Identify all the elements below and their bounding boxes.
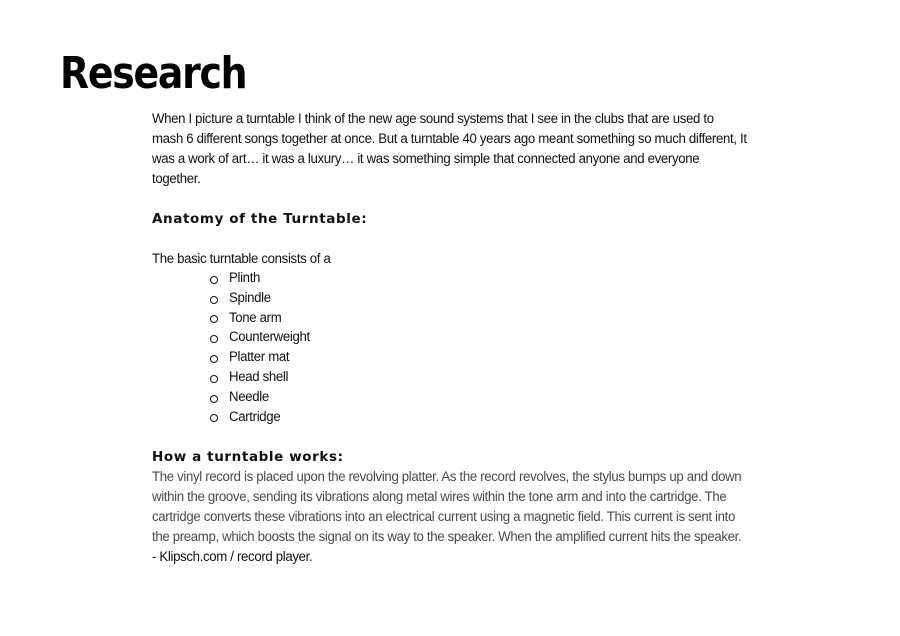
source-attribution: - Klipsch.com / record player. [152,549,313,566]
hollow-circle-bullet-icon [210,335,218,343]
hollow-circle-bullet-icon [210,296,218,304]
list-item: Platter mat [210,348,752,368]
list-item: Tone arm [210,309,752,329]
list-item: Counterweight [210,328,752,348]
quoted-paragraph: The vinyl record is placed upon the revolving platter. As the record revolves, the stylus bumps up and down within the groove, sending its vibrations along metal wires within the tone arm and into the cartridge. The cartridge converts these vibrations into an electrical current using a magnetic field. This current is sent into the preamp, which boosts the signal on its way to the speaker. When the amplified current hits the speaker. [152,469,742,546]
anatomy-lead: The basic turntable consists of a [152,251,331,267]
list-item: Needle [210,388,752,408]
anatomy-list [152,269,752,427]
hollow-circle-bullet-icon [210,414,218,422]
anatomy-heading: Anatomy of the Turntable: [152,211,368,227]
hollow-circle-bullet-icon [210,355,218,363]
how-it-works-heading: How a turntable works: [152,449,344,466]
spacer [152,427,752,447]
document-body [152,109,752,567]
hollow-circle-bullet-icon [210,395,218,403]
hollow-circle-bullet-icon [210,276,218,284]
page-title: Research [60,48,247,99]
hollow-circle-bullet-icon [210,375,218,383]
list-item: Head shell [210,368,752,388]
intro-paragraph: When I picture a turntable I think of the new age sound systems that I see in the clubs that are used to mash 6 different songs together at once. But a turntable 40 years ago meant something so much different, It was a work of art… it was a luxury… it was something simple that connected anyone and everyone together. [152,111,747,187]
list-item: Spindle [210,289,752,309]
list-item: Cartridge [210,408,752,428]
spacer [152,229,752,249]
list-item: Plinth [210,269,752,289]
spacer [152,189,752,209]
hollow-circle-bullet-icon [210,315,218,323]
